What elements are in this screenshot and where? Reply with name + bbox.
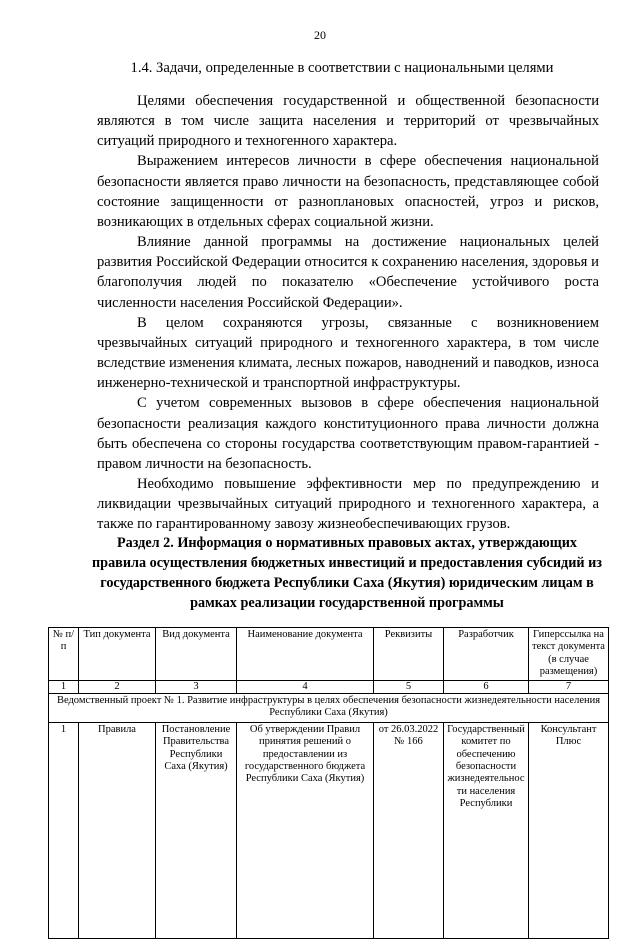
table-cell: от 26.03.2022 № 166 xyxy=(374,722,444,938)
table-header-row xyxy=(49,628,609,681)
documents-table xyxy=(48,627,609,939)
paragraph: С учетом современных вызовов в сфере обеспечения национальной безопасности реализация каждого конституционного права личности должна быть обеспечена со стороны государства соответствующим правом-гарантией - правом личности на безопасность. xyxy=(97,395,599,472)
column-index: 5 xyxy=(374,680,444,693)
page-number: 20 xyxy=(314,28,326,42)
section-heading: Раздел 2. Информация о нормативных правовых актах, утверждающих правила осуществления бюджетных инвестиций и предоставления субсидий из государственного бюджета Республики Саха (Якутия) юридическим лицам в рамках реализации государственной программы xyxy=(92,535,602,611)
section-subtitle: 1.4. Задачи, определенные в соответствии с национальными целями xyxy=(130,60,554,76)
column-index: 4 xyxy=(237,680,374,693)
table-cell: 1 xyxy=(49,722,79,938)
paragraph: Необходимо повышение эффективности мер по предупреждению и ликвидации чрезвычайных ситуаций природного и техногенного характера, а также по гарантированному завозу жизнеобеспечивающих грузов. xyxy=(97,475,599,533)
column-index: 2 xyxy=(79,680,156,693)
table-project-row xyxy=(49,694,609,723)
table-cell: Государственный комитет по обеспечению безопасности жизнедеятельности населения Республики xyxy=(444,722,529,938)
project-title: Ведомственный проект № 1. Развитие инфраструктуры в целях обеспечения безопасности жизнедеятельности населения Республики Саха (Якутия) xyxy=(49,694,609,723)
table-header-cell: Вид документа xyxy=(156,628,237,681)
table-header-cell: Разработчик xyxy=(444,628,529,681)
paragraph: Целями обеспечения государственной и общественной безопасности являются в том числе защита населения и территорий от чрезвычайных ситуаций природного и техногенного характера. xyxy=(97,93,599,150)
column-index: 3 xyxy=(156,680,237,693)
column-index: 1 xyxy=(49,680,79,693)
table-header-cell: Наименование документа xyxy=(237,628,374,681)
paragraph: В целом сохраняются угрозы, связанные с возникновением чрезвычайных ситуаций природного и техногенного характера, в том числе вследствие изменения климата, лесных пожаров, наводнений и паводков, износа инженерно-технической и транспортной инфраструктуры. xyxy=(97,314,599,392)
paragraph: Выражением интересов личности в сфере обеспечения национальной безопасности является право личности на безопасность, представляющее собой состояние защищенности от разноплановых опасностей, угроз и рисков, возникающих в отдельных сферах социальной жизни. xyxy=(97,153,599,230)
column-index: 6 xyxy=(444,680,529,693)
table-cell: Постановление Правительства Республики Саха (Якутия) xyxy=(156,722,237,938)
table-header-cell: № п/п xyxy=(49,628,79,681)
table-cell: Об утверждении Правил принятия решений о предоставлении из государственного бюджета Республики Саха (Якутия) xyxy=(237,722,374,938)
table-row xyxy=(49,722,609,938)
table-index-row xyxy=(49,680,609,693)
table-header-cell: Реквизиты xyxy=(374,628,444,681)
paragraph: Влияние данной программы на достижение национальных целей развития Российской Федерации относится к сохранению населения, здоровья и благополучия людей по показателю «Обеспечение устойчивого роста численности населения Российской Федерации». xyxy=(97,234,599,311)
table-cell: Консультант Плюс xyxy=(529,722,609,938)
body-text xyxy=(97,91,599,534)
column-index: 7 xyxy=(529,680,609,693)
table-cell: Правила xyxy=(79,722,156,938)
table-header-cell: Тип документа xyxy=(79,628,156,681)
table-header-cell: Гиперссылка на текст документа (в случае размещения) xyxy=(529,628,609,681)
